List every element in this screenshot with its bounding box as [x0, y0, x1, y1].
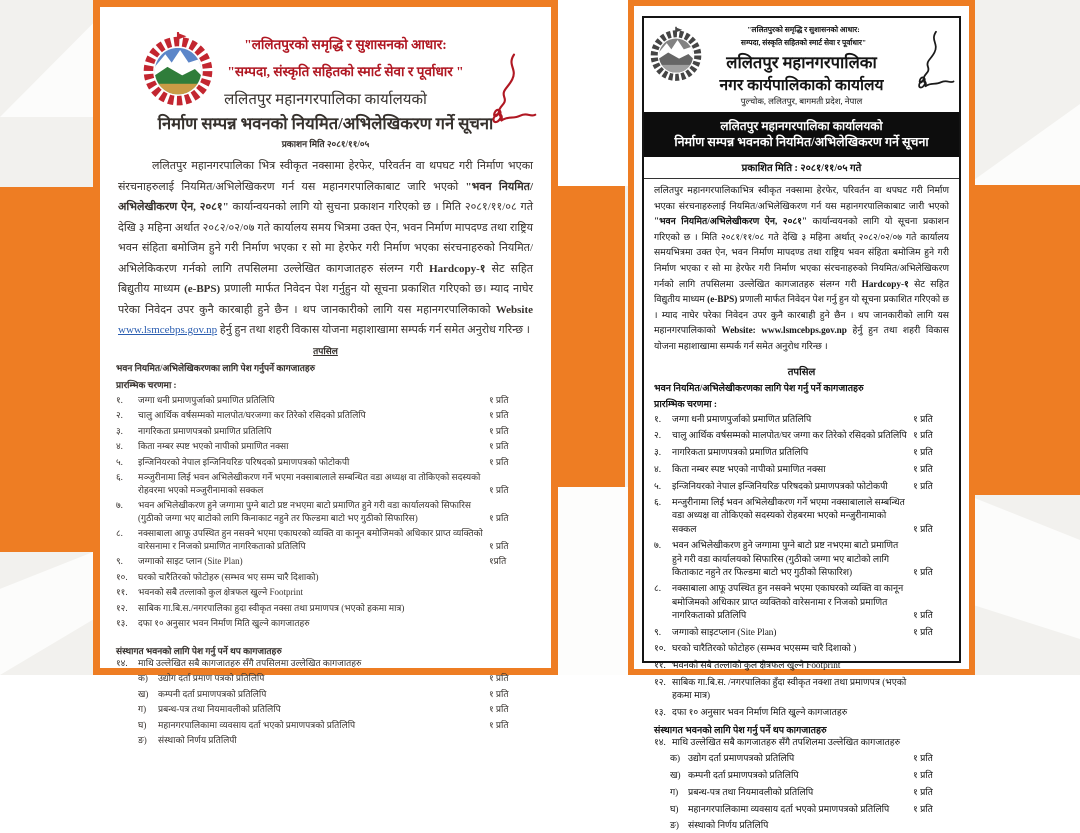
sub-item-letter: ग)	[670, 786, 679, 797]
list-item-copies: १ प्रति	[489, 512, 509, 523]
list-item-copies: १ प्रति	[913, 626, 933, 637]
list-item-text: नक्साबाला आफू उपस्थित हुन नसक्ने भएमा एकाघरको व्यक्ति वा कानून बमोजिमको अधिकार प्राप्त व्यक्तिको वारेसनामा र निजको प्रमाणित नागरिकताको प्रतिलिपि	[138, 528, 483, 551]
sub-item-copies: १ प्रति	[489, 688, 509, 699]
list-item-number: ११.	[654, 659, 666, 670]
decor-orange-right	[967, 185, 1080, 495]
right-publish-date: प्रकाशित मिति : २०८१/११/०५ गते	[644, 157, 959, 179]
list-item-number: १३.	[116, 618, 128, 628]
sub-item-copies: १ प्रति	[489, 704, 509, 714]
sub-list-item	[138, 703, 535, 716]
list-item	[116, 555, 535, 568]
signature-mark-icon	[491, 51, 537, 129]
list-item-text: दफा १० अनुसार भवन निर्माण मिति खुल्ने कागजातहरु	[138, 618, 310, 628]
sub-item-letter: ग)	[138, 704, 147, 714]
sub-item-letter: ङ)	[670, 820, 679, 831]
right-body-text: सेट सहित विद्युतीय माध्यम	[654, 278, 950, 305]
list-item-text: नागरिकता प्रमाणपत्रको प्रमाणित प्रतिलिपि	[138, 425, 272, 436]
list-item-copies: १प्रति	[489, 556, 507, 566]
list-item-text: घरको चारैतिरको फोटोहरु (सम्भव भएसम्म चारै दिशाको )	[672, 643, 857, 654]
sub-list-item	[138, 719, 535, 732]
sub-item-text: महानगरपालिकामा व्यवसाय दर्ता भएको प्रमाणपत्रको प्रतिलिपि	[158, 719, 356, 730]
right-quote-line2: सम्पदा, संस्कृति सहितको स्मार्ट सेवा र पूर्वाधार"	[740, 38, 867, 47]
list-item-number: ३.	[654, 447, 662, 458]
list-item	[654, 413, 949, 426]
list-item-text: साबिक गा.बि.स./नगरपालिका हुदा स्वीकृत नक्सा तथा प्रमाणपत्र (भएको हकमा मात्र)	[138, 602, 405, 613]
list-item-copies: १ प्रति	[489, 540, 509, 551]
list-item	[654, 539, 949, 579]
list-item-copies: १ प्रति	[489, 410, 509, 420]
list-item-text: जग्गाको साइटप्लान (Site Plan)	[672, 626, 777, 637]
sub-item-text: प्रबन्ध-पत्र तथा नियमावलीको प्रतिलिपि	[688, 786, 814, 797]
right-section2-heading: संस्थागत भवनको लागि पेश गर्नु पर्ने थप कागजातहरु	[654, 725, 827, 736]
sub-item-letter: ङ)	[138, 735, 147, 745]
banner-line2: निर्माण सम्पन्न भवनको नियमित/अभिलेखिकरण गर्ने सूचना	[674, 135, 929, 149]
sub-item-text: संस्थाको निर्णय प्रतिलिपि	[688, 820, 769, 831]
right-body-text: कार्यान्वयनको लागि यो सूचना प्रकाशन गरिएको छ । मिति २०८१/११/०८ गते देखि ३ महिना अर्थात् २०८२/०२/०७ गते कार्यालय समयभित्रमा उक्त ऐन, भवन निर्माण मापदण्ड तथा राष्ट्रिय भवन संहिता बमोजिम हुने गरी निर्माण भएका र सो मा हेरफेर गरी निर्माण भएका संरचनाहरुको नियमित/अभिलेखिकरण गर्नको लागि तपसिलमा उल्लेखित कागजातहरु संलग्न गरी	[654, 216, 949, 289]
list-item	[116, 471, 535, 496]
right-notice-border-box	[642, 16, 961, 831]
left-notice-title: निर्माण सम्पन्न भवनको नियमित/अभिलेखिकरण गर्ने सूचना	[157, 114, 494, 133]
left-phase-heading: प्रारम्भिक चरणमा :	[116, 379, 177, 390]
list-item-text: नागरिकता प्रमाणपत्रको प्रमाणित प्रतिलिपि	[672, 447, 809, 458]
list-item-number: १०.	[116, 571, 128, 582]
sub-list-item	[138, 672, 535, 685]
list-item-copies: १ प्रति	[489, 484, 509, 495]
website-link[interactable]: www.lsmcebps.gov.np	[118, 324, 218, 336]
list-item-copies: १ प्रति	[913, 463, 933, 474]
sub-item-text: कम्पनी दर्ता प्रमाणपत्रको प्रतिलिपि	[158, 688, 267, 699]
list-item-number: २.	[116, 410, 123, 420]
sub-item-copies: १ प्रति	[913, 803, 933, 814]
right-body-paragraph	[654, 183, 949, 355]
list-item	[654, 582, 949, 622]
list-item-copies: १ प्रति	[913, 447, 933, 458]
list-item	[654, 676, 949, 702]
list-item	[654, 480, 949, 493]
sub-list-item	[138, 734, 535, 747]
list-item-text: भवनको सबै तल्लाको कुल क्षेत्रफल खुल्ने Footprint	[672, 659, 841, 670]
right-tapasil-label: तपसिल	[787, 366, 816, 378]
list-item-text: चालु आर्थिक वर्षसम्मको मालपोत/घरजग्गा कर तिरेको रसिदको प्रतिलिपि	[138, 410, 366, 420]
right-sub-list	[670, 752, 949, 832]
sub-item-copies: १ प्रति	[913, 770, 933, 781]
list-item-copies: १ प्रति	[913, 523, 933, 534]
sub-item-text: महानगरपालिकामा व्यवसाय दर्ता भएको प्रमाणपत्रको प्रतिलिपि	[688, 803, 890, 814]
list-item-text: मन्जुरीनामा लिई भवन अभिलेखीकरण गर्ने भएमा नक्साबालाले सम्बन्धित वडा अध्यक्ष वा तोकिएको सदस्यको रोहबरमा भएको मन्जुरीनामाको सक्कल	[672, 497, 905, 534]
left-notice-document	[93, 0, 558, 745]
list-item-number: ९.	[116, 556, 123, 566]
left-tapasil-label: तपसिल	[313, 345, 338, 356]
list-item	[116, 425, 535, 438]
list-item-number: ११.	[116, 587, 128, 597]
right-body-text: हेर्नु हुन तथा शहरी विकास योजना महाशाखामा सम्पर्क गर्न समेत अनुरोध गरिन्छ ।	[654, 325, 949, 351]
decor-wedge-top-left	[0, 0, 93, 117]
sub-item-copies: १ प्रति	[489, 719, 509, 730]
sub-item-letter: घ)	[670, 803, 679, 814]
list-item-copies: १ प्रति	[489, 441, 509, 451]
list-item-number: १४.	[116, 657, 128, 668]
sub-item-letter: घ)	[138, 719, 147, 730]
decor-gap-bottom	[558, 487, 628, 675]
list-item-number: ३.	[116, 425, 123, 436]
list-item-copies: १ प्रति	[913, 413, 933, 424]
list-item-text: चालु आर्थिक वर्षसम्मको मालपोत/घर जग्गा कर तिरेको रसिदको प्रतिलिपि	[672, 430, 907, 441]
list-item-copies: १ प्रति	[913, 566, 933, 577]
list-item-text: किता नम्बर स्पष्ट भएको नापीको प्रमाणित नक्सा	[138, 441, 289, 451]
nepal-emblem-logo	[140, 31, 216, 107]
list-item-number: ६.	[654, 497, 662, 508]
right-title-banner	[644, 112, 959, 157]
sub-item-text: संस्थाको निर्णय प्रतिलिपी	[158, 735, 237, 745]
right-quote-line1: "ललितपुरको समृद्धि र सुशासनको आधार:	[747, 25, 860, 34]
sub-item-letter: क)	[670, 753, 681, 764]
list-item-number: १.	[116, 394, 123, 405]
left-body-text: हेर्नु हुन तथा शहरी विकास योजना महाशाखामा सम्पर्क गर्न समेत अनुरोध गरिन्छ ।	[217, 324, 530, 336]
list-item-number: ५.	[116, 456, 123, 467]
decor-wedge-bottom-left	[0, 552, 93, 675]
sub-item-text: उद्योग दर्ता प्रमाण पत्रको प्रतिलिपि	[158, 673, 265, 683]
sub-list-item	[670, 819, 949, 832]
right-body-text: ललितपुर महानगरपालिकाभित्र स्वीकृत नक्सामा हेरफेर, परिवर्तन वा थपघट गरी निर्माण भएका संरचनाहरुलाई नियमित/अभिलेखिकरण गर्न यस महानगरपालिकाबाट जारी भएको	[654, 185, 949, 211]
right-address: पुल्चोक, ललितपुर, बागमती प्रदेश, नेपाल	[740, 96, 863, 106]
right-phase-heading: प्रारम्भिक चरणमा :	[654, 399, 718, 410]
decor-wedge-bottom-right	[967, 495, 1080, 675]
list-item-number: ८.	[654, 583, 662, 594]
list-item-14	[116, 657, 535, 670]
right-notice-document	[628, 0, 975, 831]
list-item-text: किता नम्बर स्पष्ट भएको नापीको प्रमाणित नक्सा	[672, 463, 826, 474]
left-body-text: ललितपुर महानगरपालिका भित्र स्वीकृत नक्सामा हेरफेर, परिवर्तन वा थपघट गरी निर्माण भएका संरचनाहरुलाई नियमित/अभिलेखिकरण गर्न यस महानगरपालिकाबाट जारि भएको	[118, 160, 533, 193]
right-body-bold-act: "भवन नियमित/अभिलेखीकरण ऐन, २०८१"	[654, 216, 807, 227]
list-item-copies: १ प्रति	[913, 480, 933, 491]
right-municipality-name: ललितपुर महानगरपालिका	[726, 53, 877, 72]
sub-item-text: कम्पनी दर्ता प्रमाणपत्रको प्रतिलिपि	[688, 770, 799, 781]
list-item-text: माथि उल्लेखित सबै कागजातहरु सँगै तपशिलमा उल्लेखित कागजातहरु	[672, 736, 901, 747]
list-item	[116, 527, 535, 552]
list-item	[116, 602, 535, 615]
decor-orange-middle	[558, 186, 625, 487]
left-sub-list	[138, 672, 535, 747]
list-item	[654, 446, 949, 459]
left-office-name: ललितपुर महानगरपालिका कार्यालयको	[224, 92, 427, 108]
left-body-bold-ebps: (e-BPS)	[184, 283, 221, 295]
left-body-bold-act: "भवन नियमित/अभिलेखीकरण ऐन, २०८१"	[118, 180, 533, 213]
left-body-bold-website: Website	[495, 303, 533, 316]
list-item	[654, 463, 949, 476]
list-item	[654, 626, 949, 639]
list-item-text: दफा १० अनुसार भवन निर्माण मिति खुल्ने कागजातहरु	[672, 706, 848, 717]
list-item-number: १.	[654, 413, 662, 424]
sub-list-item	[670, 769, 949, 782]
list-item-number: ४.	[654, 463, 662, 474]
right-body-bold-website: Website: www.lsmcebps.gov.np	[721, 325, 847, 336]
list-item-number: ७.	[654, 540, 662, 551]
sub-list-item	[670, 752, 949, 765]
sub-list-item	[138, 688, 535, 701]
list-item	[654, 659, 949, 672]
list-item-copies: १ प्रति	[913, 609, 933, 620]
list-item-14	[654, 736, 949, 749]
left-slogan-line1: "ललितपुरको समृद्धि र सुशासनको आधार:	[244, 37, 447, 52]
right-body-text: प्रणाली मार्फत निवेदन पेश गर्नु हुन यो सूचना प्रकाशित गरिएको छ । म्याद नाघेर परेका निवेदन उपर कुनै कारबाही हुने छैन । थप जानकारीको लागि यस महानगरपालिकाको	[654, 294, 950, 336]
left-body-bold-hardcopy: Hardcopy-१	[429, 262, 486, 275]
list-item-number: १२.	[654, 676, 666, 687]
signature-mark-icon	[917, 28, 955, 94]
sub-item-copies: १ प्रति	[913, 753, 933, 764]
list-item-text: इन्जिनियरको नेपाल इन्जिनियरिङ परिषदको प्रमाणपत्रको फोटोकपी	[672, 480, 888, 491]
list-item-number: १३.	[654, 706, 666, 717]
list-item	[116, 571, 535, 584]
list-item-number: ४.	[116, 441, 123, 451]
sub-item-letter: क)	[138, 673, 148, 683]
list-item	[116, 440, 535, 453]
list-item-text: भवन अभिलेखीकरण हुने जग्गामा पुग्ने बाटो प्रष्ट नभएमा बाटो प्रमाणित हुने गरी वडा कार्यालयको सिफारिस (गुठीको जग्गा भए बाटोको लागि किनाकाट नहुने तर फिल्डमा बाटो भए गुठीको सिफारिस)	[138, 500, 471, 523]
left-list-heading: भवन नियमित/अभिलेखिकरणका लागि पेश गर्नुपर्ने कागजातहरु	[116, 362, 315, 373]
list-item-number: १०.	[654, 643, 666, 654]
list-item-text: घरको चारैतिरको फोटोहरु (सम्भव भए सम्म चारै दिशाको)	[138, 571, 319, 582]
list-item-number: ५.	[654, 480, 662, 491]
list-item-text: भवनको सबै तल्लाको कुल क्षेत्रफल खुल्ने Footprint	[138, 587, 303, 597]
left-document-list	[116, 394, 535, 630]
left-slogan-line2: "सम्पदा, संस्कृति सहितको स्मार्ट सेवा र पूर्वाधार "	[227, 64, 464, 79]
left-body-paragraph	[118, 156, 533, 341]
list-item-number: १४.	[654, 736, 666, 747]
banner-line1: ललितपुर महानगरपालिका कार्यालयको	[720, 119, 883, 133]
right-body-bold-ebps: (e-BPS)	[707, 294, 738, 305]
decor-orange-left	[0, 187, 96, 552]
list-item	[116, 499, 535, 524]
list-item	[654, 429, 949, 442]
sub-item-text: उद्योग दर्ता प्रमाणपत्रको प्रतिलिपि	[688, 753, 795, 764]
left-section2-heading: संस्थागत भवनको लागि पेश गर्नु पर्ने थप कागजातहरु	[116, 645, 282, 656]
list-item	[116, 394, 535, 407]
list-item	[116, 586, 535, 599]
right-office-name: नगर कार्यपालिकाको कार्यालय	[719, 77, 884, 94]
list-item	[116, 456, 535, 469]
list-item-text: जग्गाको साइट प्लान (Site Plan)	[138, 556, 243, 566]
list-item-text: जग्गा धनी प्रमाणपुर्जाको प्रमाणित प्रतिलिपि	[138, 394, 275, 405]
list-item-number: ६.	[116, 472, 123, 482]
list-item-copies: १ प्रति	[489, 394, 509, 405]
left-body-text: कार्यान्वयनको लागि यो सुचना प्रकाशन गरिएको छ । मिति २०८१/११/०८ गते देखि ३ महिना अर्थात २०८२/०२/०७ गते कार्यालय समय भित्रमा उक्त ऐन, भवन निर्माण मापदण्ड तथा राष्ट्रिय भवन संहिता बमोजिम हुने गरी निर्माण भएका र सो मा हेरफेर गरी निर्माण भएका संरचनाहरुको नियमित/अभिलेकिकरण गर्नको लागि तपसिलमा उल्लेखित कागजातहरु संलग्न गरी	[118, 201, 533, 275]
sub-item-letter: ख)	[670, 770, 681, 781]
list-item-copies: १ प्रति	[913, 430, 933, 441]
list-item	[654, 496, 949, 536]
list-item	[654, 706, 949, 719]
decor-gap-top	[558, 0, 628, 186]
list-item-number: ८.	[116, 528, 123, 538]
left-publish-date: प्रकाशन मिति २०८१/११/०५	[281, 139, 370, 149]
list-item-number: १२.	[116, 602, 128, 613]
sub-item-copies: १ प्रति	[913, 786, 933, 797]
list-item	[654, 642, 949, 655]
sub-list-item	[670, 803, 949, 816]
list-item-copies: १ प्रति	[489, 425, 509, 436]
list-item	[116, 409, 535, 422]
list-item	[116, 617, 535, 630]
list-item-number: २.	[654, 430, 662, 441]
sub-list-item	[670, 786, 949, 799]
left-body-text: प्रणाली मार्फत निवेदन पेश गर्नुहुन यो सूचना प्रकाशित गरिएको छ। म्याद नाघेर परेका निवेदन उपर कुनै कारबाही हुने छैन । थप जानकारीको लागि यस महानगरपालिकाको	[118, 283, 533, 316]
decor-wedge-top-right	[967, 95, 1080, 185]
list-item-text: मञ्जुरीनामा लिई भवन अभिलेखीकरण गर्ने भएमा नक्साबालाले सम्बन्धित वडा अध्यक्ष वा तोकिएको सदस्यको रोहवरमा भएको मञ्जुरीनामाको सक्कल	[138, 472, 481, 495]
list-item-text: जग्गा धनी प्रमाणपुर्जाको प्रमाणित प्रतिलिपि	[672, 413, 812, 424]
right-list-heading: भवन नियमित/अभिलेखीकरणका लागि पेश गर्नु पर्ने कागजातहरु	[654, 383, 864, 394]
list-item-text: इन्जिनियरको नेपाल इन्जिनियरिङ परिषदको प्रमाणपत्रको फोटोकपी	[138, 456, 350, 467]
right-document-list	[654, 413, 949, 719]
list-item-text: भवन अभिलेखीकरण हुने जग्गामा पुग्ने बाटो प्रष्ट नभएमा बाटो प्रमाणित हुने गरी वडा कार्यालयको सिफारिस (गुठीको जग्गा भए बाटोको लागि किताकाट नहुने तर फिल्डमा बाटो भए गुठीको सिफारिश)	[672, 540, 899, 577]
list-item-number: ९.	[654, 626, 662, 637]
list-item-number: ७.	[116, 500, 123, 510]
left-body-text: सेट सहित बिद्युतीय माध्यम	[118, 262, 533, 295]
list-item-text: नक्साबाला आफू उपस्थित हुन नसक्ने भएमा एकाघरको व्यक्ति वा कानून बमोजिमको अधिकार प्राप्त व्यक्तिको वारेसनामा र निजको प्रमाणित नागरिकताको प्रतिलिपि	[672, 583, 904, 620]
sub-item-letter: ख)	[138, 688, 149, 699]
sub-item-copies: १ प्रति	[489, 673, 509, 683]
sub-item-text: प्रबन्ध-पत्र तथा नियमावलीको प्रतिलिपि	[158, 704, 281, 714]
list-item-copies: १ प्रति	[489, 456, 509, 467]
list-item-text: माथि उल्लेखित सबै कागजातहरु सँगै तपसिलमा उल्लेखित कागजातहरु	[138, 657, 362, 668]
nepal-emblem-logo	[648, 26, 704, 82]
list-item-text: साबिक गा.बि.स. /नगरपालिका हुँदा स्वीकृत नक्शा तथा प्रमाणपत्र (भएको हकमा मात्र)	[672, 676, 907, 700]
right-body-bold-hardcopy: Hardcopy-१	[861, 278, 909, 289]
